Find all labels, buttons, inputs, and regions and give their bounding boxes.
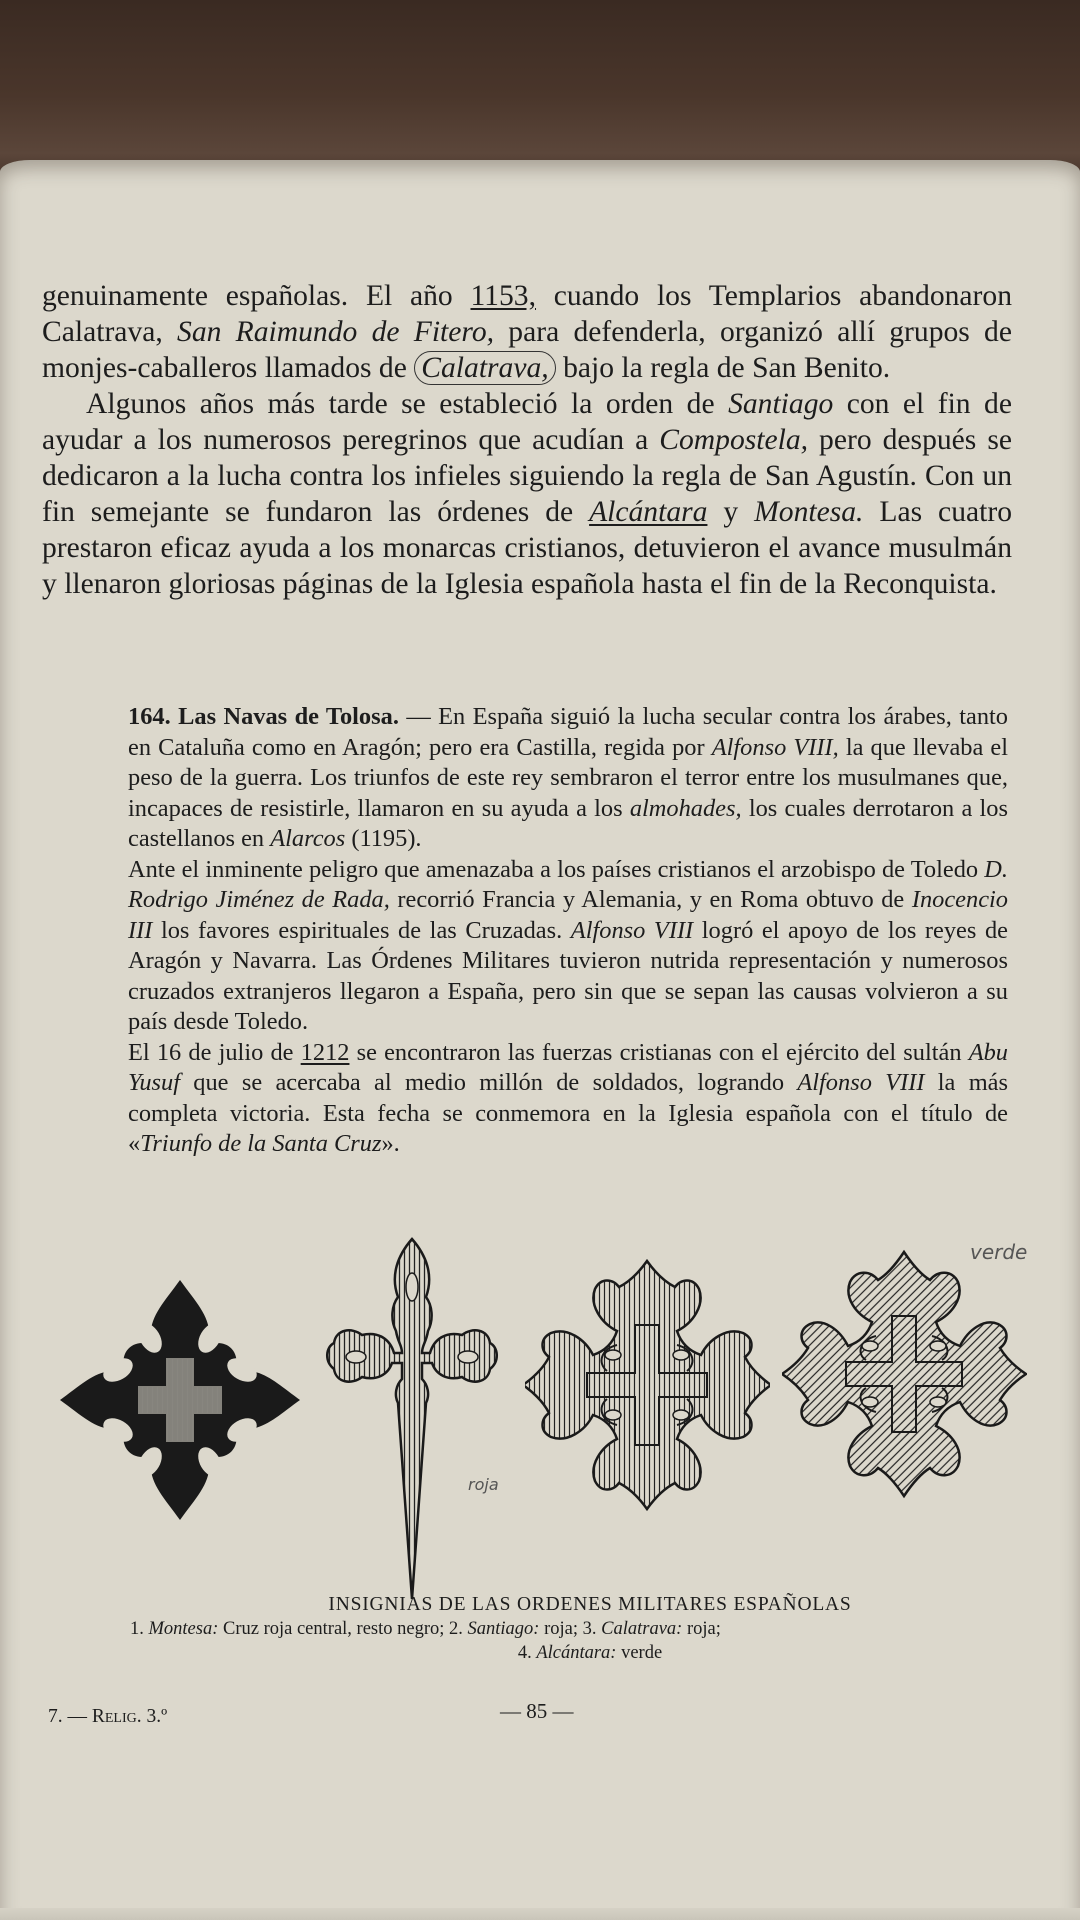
section-title: Las Navas de Tolosa. — [178, 703, 399, 730]
caption-line-2: 4. Alcántara: verde — [517, 1643, 663, 1663]
section-paragraph-1: 164. Las Navas de Tolosa. — En España siguió la lucha secular contra los árabes, tanto en Cataluña como en Aragón; pero era Castilla, regida por Alfonso VIII, la que llevaba el peso de la guerra. Los triunfos de este rey sembraron el terror entre los musulmanes que, incapaces de resistirle, llamaron en su ayuda a los almohades, los cuales derrotaron a los castellanos en Alarcos (1195). — [128, 703, 1009, 852]
section-paragraph-2: Ante el inminente peligro que amenazaba a los países cristianos el arzobispo de Toledo D. Rodrigo Jiménez de Rada, recorrió Francia y Alemania, y en Roma obtuvo de Inocencio III los favores espirituales de las Cruzadas. Alfonso VIII logró el apoyo de los reyes de Aragón y Navarra. Las Órdenes Militares tuvieron nutrida representación y numerosos cruzados extranjeros llegaron a España, pero sin que se sepan las causas volvieron a su país desde Toledo. — [128, 855, 1008, 1035]
paragraph-2: Algunos años más tarde se estableció la orden de Santiago con el fin de ayudar a los numerosos peregrinos que acudían a Compostela, pero después se dedicaron a la lucha contra los infieles siguiendo la regla de San Agustín. Con un fin semejante se fundaron las órdenes de Alcántara y Montesa. Las cuatro prestaron eficaz ayuda a los monarcas cristianos, detuvieron el avance musulmán y llenaron gloriosas páginas de la Iglesia española hasta el fin de la Reconquista. — [42, 388, 1012, 600]
year-1153: 1153, — [470, 280, 536, 312]
handwritten-verde: verde — [970, 1240, 1028, 1264]
alcantara-cross-icon — [782, 1249, 1027, 1499]
page-number: — 85 — — [500, 1699, 574, 1723]
section-164 — [128, 702, 1008, 1160]
caption-line-1: 1. Montesa: Cruz roja central, resto negro; 2. Santiago: roja; 3. Calatrava: roja; — [130, 1619, 721, 1639]
section-number: 164. — [128, 703, 171, 730]
section-paragraph-3: El 16 de julio de 1212 se encontraron las fuerzas cristianas con el ejército del sultán Abu Yusuf que se acercaba al medio millón de soldados, logrando Alfonso VIII la más completa victoria. Esta fecha se conmemora en la Iglesia española con el título de «Triunfo de la Santa Cruz». — [128, 1038, 1008, 1157]
page-bottom-edge — [0, 1908, 1080, 1920]
paragraph-1: genuinamente españolas. El año 1153, cuando los Templarios abandonaron Calatrava, San Raimundo de Fitero, para defenderla, organizó allí grupos de monjes-caballeros llamados de Calatrava, bajo la regla de San Benito. — [42, 280, 1012, 384]
main-text — [42, 278, 1012, 602]
saint-name: San Raimundo de Fitero, — [177, 316, 495, 348]
santiago-cross-icon — [322, 1235, 502, 1605]
handwritten-roja: roja — [468, 1475, 499, 1494]
calatrava-cross-icon — [525, 1255, 770, 1515]
year-1212: 1212 — [300, 1038, 350, 1066]
insignias-figure — [60, 1235, 1040, 1605]
figure-caption — [130, 1593, 1020, 1665]
footer-signature: 7. — Relig. 3.º — [48, 1706, 168, 1727]
caption-title: INSIGNIAS DE LAS ORDENES MILITARES ESPAÑOLAS — [328, 1594, 852, 1615]
calatrava-circled: Calatrava, — [414, 351, 555, 385]
montesa-cross-icon — [60, 1275, 300, 1525]
